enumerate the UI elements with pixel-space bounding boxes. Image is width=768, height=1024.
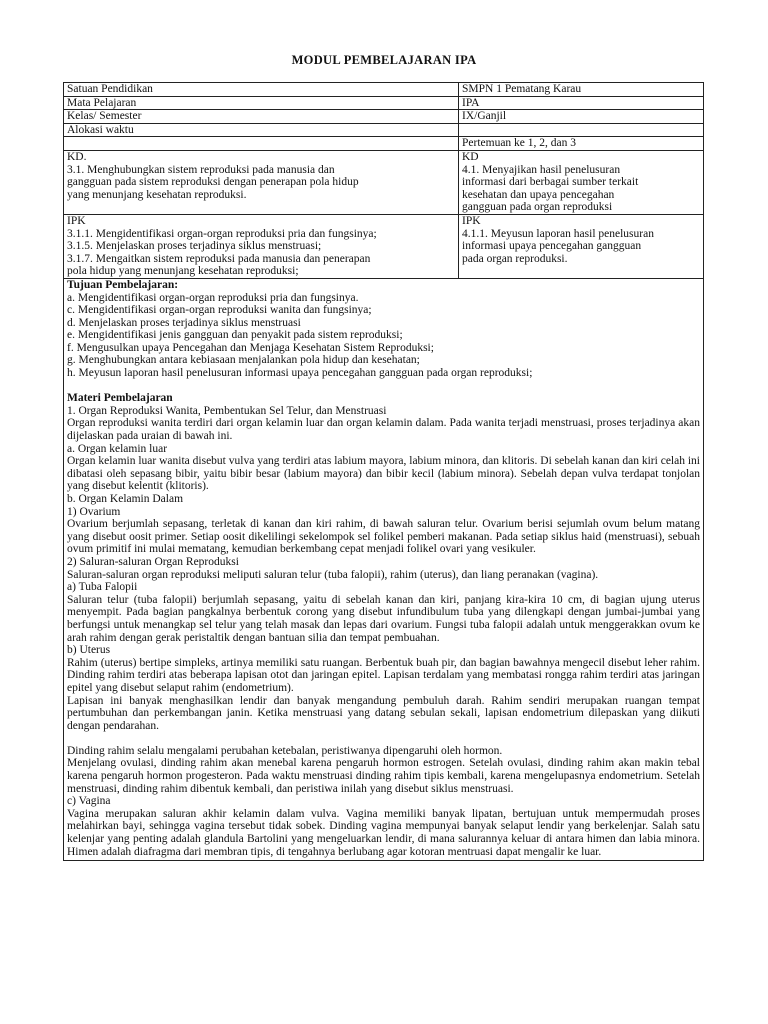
tujuan-item: h. Meyusun laporan hasil penelusuran informasi upaya pencegahan gangguan pada organ reproduksi;	[67, 367, 533, 380]
identity-value: SMPN 1 Pematang Karau	[459, 83, 704, 97]
kd-skill-cell	[459, 150, 704, 214]
materi-subheading: a. Organ kelamin luar	[67, 442, 168, 455]
ipk-text: 3.1.1. Mengidentifikasi organ-organ reproduksi pria dan fungsinya;	[67, 227, 377, 240]
materi-paragraph: Saluran telur (tuba falopii) berjumlah sepasang, yaitu di sebelah kanan dan kiri, panjang kira-kira 10 cm, di bagian ujung uterus menyempit. Pada bagian pangkalnya berbentuk corong yang disebut infundibulum tuba yang dilengkapi dengan jumbai-jumbai yang berfungsi untuk menangkap sel telur yang telah masak dan lepas dari ovarium. Fungsi tuba falopii adalah untuk menggerakkan ovum ke arah rahim dengan gerak peristaltik dengan bantuan silia dan tempat pembuahan.	[67, 593, 700, 644]
materi-paragraph: Rahim (uterus) bertipe simpleks, artinya memiliki satu ruangan. Berbentuk buah pir, dan bagian bawahnya mengecil disebut leher rahim. Dinding rahim terdiri atas beberapa lapisan otot dan jaringan epitel. Lapisan terdalam yang membatasi rongga rahim terdiri atas jaringan epitel yang disebut selaput rahim (endometrium).	[67, 656, 700, 694]
tujuan-item: e. Mengidentifikasi jenis gangguan dan penyakit pada sistem reproduksi;	[67, 329, 403, 342]
ipk-text: 4.1.1. Meyusun laporan hasil penelusuran	[462, 227, 654, 240]
identity-label	[64, 137, 459, 151]
kd-text: yang menunjang kesehatan reproduksi.	[67, 188, 247, 201]
kd-text: 3.1. Menghubungkan sistem reproduksi pada manusia dan	[67, 163, 335, 176]
identity-value: IPA	[459, 96, 704, 110]
ipk-skill-cell	[459, 214, 704, 278]
identity-label: Kelas/ Semester	[64, 110, 459, 124]
identity-label: Mata Pelajaran	[64, 96, 459, 110]
materi-paragraph: Saluran-saluran organ reproduksi meliputi saluran telur (tuba falopii), rahim (uterus), dan liang peranakan (vagina).	[67, 568, 599, 581]
materi-paragraph: Ovarium berjumlah sepasang, terletak di kanan dan kiri rahim, di bawah saluran telur. Ovarium berisi sejumlah ovum belum matang yang disebut oosit primer. Setiap oosit dikelilingi sekelompok sel folikel pemberi makanan. Pada setiap siklus haid (menstruasi), sebuah ovum primitif ini mulai mematang, kemudian berkembang cepat menjadi folikel ovari yang vesikuler.	[67, 518, 700, 556]
identity-value: IX/Ganjil	[459, 110, 704, 124]
table-row	[64, 123, 704, 137]
identity-value	[459, 123, 704, 137]
materi-paragraph: Vagina merupakan saluran akhir kelamin dalam vulva. Vagina memiliki banyak lipatan, bertujuan untuk mempermudah proses melahirkan bayi, sehingga vagina tersebut tidak sobek. Dinding vagina mempunyai banyak selaput lendir yang berkelenjar. Salah satu kelenjar yang penting adalah glandula Bartolini yang mengeluarkan lendir, di mana salurannya keluar di antara himen dan labia minora. Himen adalah diafragma dari membran tipis, di tengahnya berlubang agar kotoran mentruasi dapat mengalir ke luar.	[67, 807, 700, 858]
materi-paragraph: Menjelang ovulasi, dinding rahim akan menebal karena pengaruh hormon estrogen. Setelah ovulasi, dinding rahim akan makin tebal karena pengaruh hormon progesteron. Pada waktu menstruasi dinding rahim tipis kembali, karena mengelupasnya endometrium. Setelah menstruasi, dinding rahim dibentuk kembali, dan peristiwa inilah yang disebut siklus menstruasi.	[67, 757, 700, 795]
ipk-knowledge-cell	[64, 214, 459, 278]
content-row	[64, 278, 704, 860]
spacer	[67, 380, 700, 393]
materi-subheading: 2) Saluran-saluran Organ Reproduksi	[67, 555, 239, 568]
ipk-text: pada organ reproduksi.	[462, 252, 568, 265]
ipk-row	[64, 214, 704, 278]
ipk-text: pola hidup yang menunjang kesehatan reproduksi;	[67, 265, 299, 278]
ipk-text: informasi upaya pencegahan gangguan	[462, 240, 642, 253]
table-row	[64, 137, 704, 151]
tujuan-item: c. Mengidentifikasi organ-organ reproduksi wanita dan fungsinya;	[67, 304, 372, 317]
kd-text: gangguan pada sistem reproduksi dengan penerapan pola hidup	[67, 176, 359, 189]
lesson-module-table	[63, 82, 704, 861]
materi-paragraph: Organ reproduksi wanita terdiri dari organ kelamin luar dan organ kelamin dalam. Pada wanita terjadi menstruasi, proses terjadinya akan dijelaskan pada uraian di bawah ini.	[67, 417, 700, 443]
content-cell	[64, 278, 704, 860]
ipk-heading: IPK	[67, 214, 86, 227]
identity-label: Alokasi waktu	[64, 123, 459, 137]
materi-subheading: b) Uterus	[67, 644, 111, 657]
kd-text: informasi dari berbagai sumber terkait	[462, 176, 639, 189]
kd-heading: KD	[462, 150, 479, 163]
tujuan-item: f. Mengusulkan upaya Pencegahan dan Menjaga Kesehatan Sistem Reproduksi;	[67, 341, 434, 354]
materi-subheading: c) Vagina	[67, 795, 111, 808]
identity-label: Satuan Pendidikan	[64, 83, 459, 97]
tujuan-item: g. Menghubungkan antara kebiasaan menjalankan pola hidup dan kesehatan;	[67, 354, 420, 367]
tujuan-item: a. Mengidentifikasi organ-organ reproduksi pria dan fungsinya.	[67, 291, 359, 304]
kd-knowledge-cell	[64, 150, 459, 214]
ipk-text: 3.1.7. Mengaitkan sistem reproduksi pada manusia dan penerapan	[67, 252, 371, 265]
kd-heading: KD.	[67, 150, 87, 163]
kd-text: gangguan pada organ reproduksi	[462, 201, 613, 214]
tujuan-heading: Tujuan Pembelajaran:	[67, 278, 179, 291]
table-row	[64, 83, 704, 97]
kd-row	[64, 150, 704, 214]
document-title: MODUL PEMBELAJARAN IPA	[291, 53, 477, 67]
materi-paragraph: Lapisan ini banyak menghasilkan lendir dan banyak mengandung pembuluh darah. Rahim sendiri merupakan ruangan tempat pertumbuhan dan perkembangan janin. Ketika menstruasi yang datang sebulan sekali, lapisan endometrium dilepaskan yang diikuti dengan pendarahan.	[67, 694, 700, 732]
tujuan-item: d. Menjelaskan proses terjadinya siklus menstruasi	[67, 316, 301, 329]
spacer	[67, 732, 700, 745]
table-row	[64, 110, 704, 124]
materi-subheading: 1) Ovarium	[67, 505, 121, 518]
kd-text: kesehatan dan upaya pencegahan	[462, 188, 615, 201]
ipk-heading: IPK	[462, 214, 481, 227]
identity-value: Pertemuan ke 1, 2, dan 3	[459, 137, 704, 151]
ipk-text: 3.1.5. Menjelaskan proses terjadinya siklus menstruasi;	[67, 240, 322, 253]
materi-subheading: b. Organ Kelamin Dalam	[67, 493, 184, 505]
kd-text: 4.1. Menyajikan hasil penelusuran	[462, 163, 621, 176]
materi-paragraph: Dinding rahim selalu mengalami perubahan ketebalan, peristiwanya dipengaruhi oleh hormon.	[67, 744, 503, 757]
materi-subheading: 1. Organ Reproduksi Wanita, Pembentukan Sel Telur, dan Menstruasi	[67, 404, 387, 417]
materi-paragraph: Organ kelamin luar wanita disebut vulva yang terdiri atas labium mayora, labium minora, dan klitoris. Di sebelah kanan dan kiri celah ini dibatasi oleh sepasang bibir, yaitu bibir besar (labium mayora) dan bibir kecil (labium minora). Sebelah depan vulva terdapat tonjolan yang disebut kelentit (klitoris).	[67, 455, 700, 493]
table-row	[64, 96, 704, 110]
materi-subheading: a) Tuba Falopii	[67, 581, 138, 594]
materi-heading: Materi Pembelajaran	[67, 392, 173, 405]
